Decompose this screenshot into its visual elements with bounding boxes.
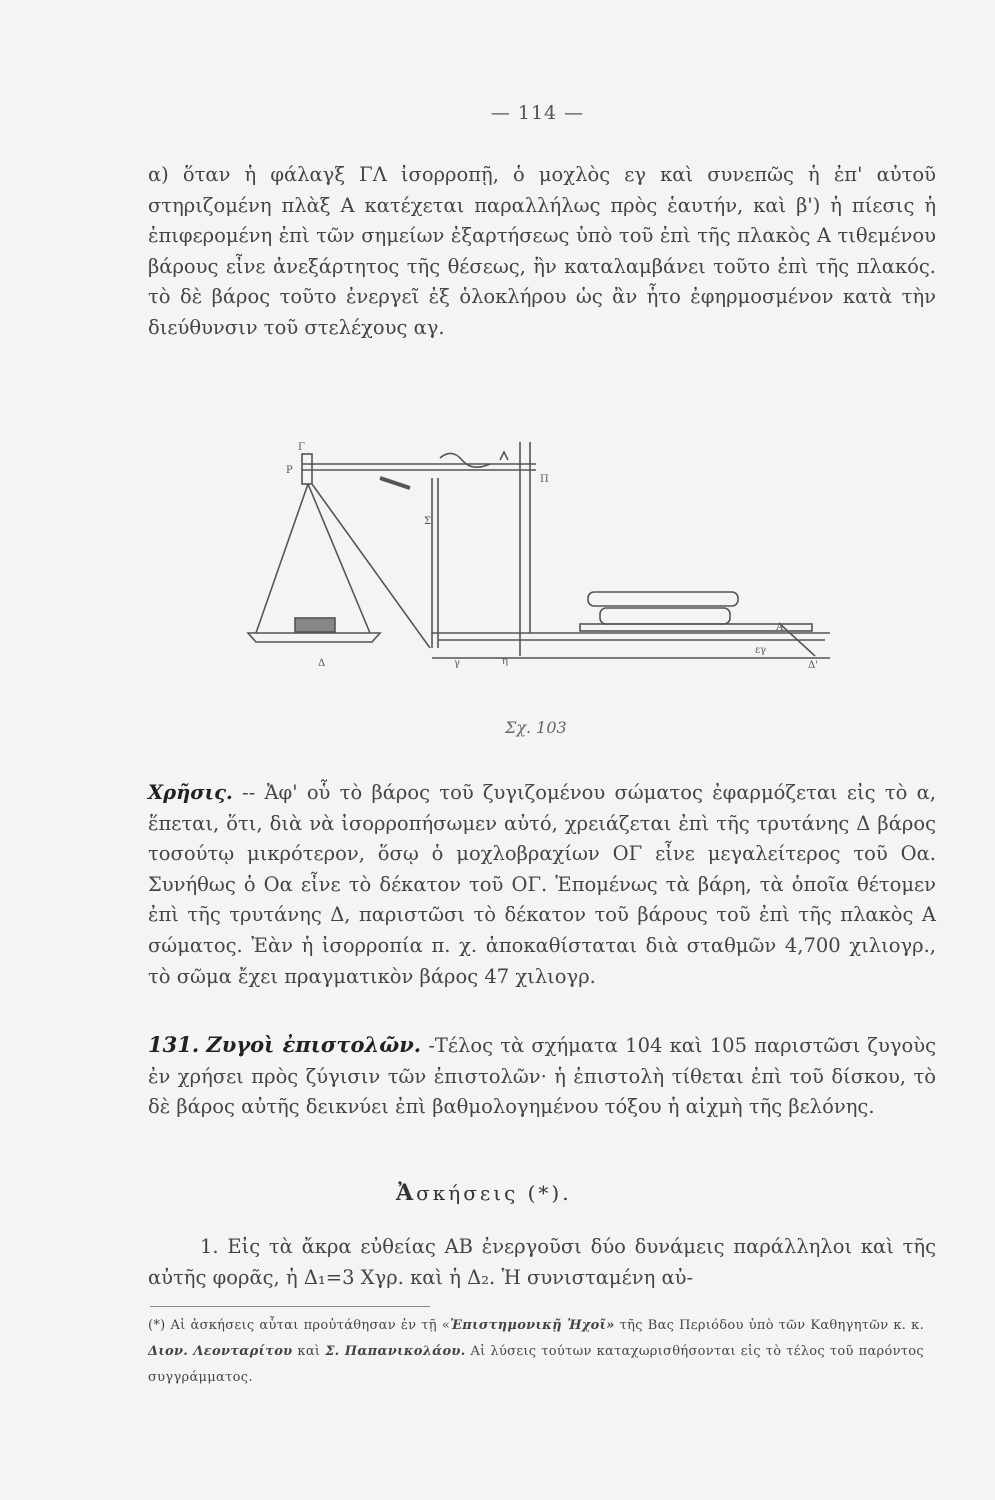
exercises-rest: σκήσεις (*).: [416, 1181, 572, 1205]
label-alpha: Α: [776, 622, 784, 633]
label-delta: Δ: [318, 658, 326, 669]
pan-string: [256, 484, 308, 633]
footnote-and: καὶ: [292, 1344, 326, 1359]
scale-diagram: [240, 428, 840, 678]
usage-text: -- Ἀφ' οὗ τὸ βάρος τοῦ ζυγιζομένου σώματος ἐφαρμόζεται εἰς τὸ α, ἕπεται, ὅτι, διὰ νὰ ἰσορροπήσωμεν αὐτό, χρειάζεται ἐπὶ τῆς τρυτάνης Δ βάρος τοσούτῳ μικρότερον, ὅσῳ ὁ μοχλοβραχίων ΟΓ εἶνε μεγαλείτερος τοῦ Οα. Συνήθως ὁ Οα εἶνε τὸ δέκατον τοῦ ΟΓ. Ἑπομένως τὰ βάρη, τὰ ὁποῖα θέτομεν ἐπὶ τῆς τρυτάνης Δ, παριστῶσι τὸ δέκατον τοῦ βάρους τοῦ ἐπὶ τῆς πλακὸς Α σώματος. Ἐὰν ἡ ἰσορροπία π. χ. ἀποκαθίσταται διὰ σταθμῶν 4,700 χιλιογρ., τὸ σῶμα ἔχει πραγματικὸν βάρος 47 χιλιογρ.: [148, 781, 936, 988]
label-eps-gamma: εγ: [755, 645, 767, 656]
figure-103: [240, 428, 840, 678]
footnote-author2: Σ. Παπανικολάου.: [325, 1344, 466, 1359]
footnote-end: Αἱ λύσεις τούτων καταχωρισθήσονται εἰς τὸ τέλος τοῦ παρόντος συγγράμματος.: [148, 1344, 924, 1385]
platform-load: [588, 592, 738, 606]
weigh-pan: [248, 633, 380, 642]
figure-caption: Σχ. 103: [505, 718, 567, 737]
knife-edge: [500, 452, 508, 460]
footnote-middle: τῆς Βας Περιόδου ὑπὸ τῶν Καθηγητῶν κ. κ.: [614, 1318, 924, 1333]
label-delta-prime: Δ': [808, 660, 818, 671]
paragraph-usage: [148, 778, 936, 992]
label-sigma: Σ: [424, 516, 432, 527]
exercises-first-letter: Ἀ: [396, 1180, 417, 1206]
footnote-prefix: (*) Αἱ ἀσκήσεις αὗται προὐτάθησαν ἐν τῇ «: [148, 1318, 451, 1333]
paragraph-letter-scales: [148, 1030, 936, 1123]
label-gamma: Γ: [298, 442, 305, 453]
adjustment-screw: [380, 478, 410, 488]
paragraph-scale-conditions: α) ὅταν ἡ φάλαγξ ΓΛ ἰσορροπῇ, ὁ μοχλὸς εγ καὶ συνεπῶς ἡ ἐπ' αὐτοῦ στηριζομένη πλὰξ Α κατέχεται παραλλήλως πρὸς ἑαυτήν, καὶ β') ἡ πίεσις ἡ ἐπιφερομένη ἐπὶ τῶν σημείων ἐξαρτήσεως ὑπὸ τοῦ ἐπὶ τῆς πλακὸς Α τιθεμένου βάρους εἶνε ἀνεξάρτητος τῆς θέσεως, ἣν καταλαμβάνει τοῦτο ἐπὶ τῆς πλακός. τὸ δὲ βάρος τοῦτο ἐνεργεῖ ἐξ ὁλοκλήρου ὡς ἂν ἦτο ἐφηρμοσμένον κατὰ τὴν διεύθυνσιν τοῦ στελέχους αγ.: [148, 163, 936, 339]
exercise-1: 1. Εἰς τὰ ἄκρα εὐθείας ΑΒ ἐνεργοῦσι δύο δυνάμεις παράλληλοι καὶ τῆς αὐτῆς φορᾶς, ἡ Δ₁=3 Χγρ. καὶ ἡ Δ₂. Ἡ συνισταμένη αὐ-: [148, 1235, 936, 1289]
pan-string: [308, 484, 370, 633]
section-text: -Τέλος τὰ σχήματα 104 καὶ 105 παριστῶσι ζυγοὺς ἐν χρήσει πρὸς ζύγισιν τῶν ἐπιστολῶν· ἡ ἐπιστολὴ τίθεται ἐπὶ τοῦ δίσκου, τὸ δὲ βάρος αὐτῆς δεικνύει ἐπὶ βαθμολογημένου τόξου ἡ αἰχμὴ τῆς βελόνης.: [148, 1034, 937, 1119]
footnote-rule: [150, 1306, 430, 1307]
label-rho: Ρ: [286, 465, 293, 476]
platform-load: [600, 608, 730, 624]
footnote: [148, 1313, 924, 1391]
label-eta: η: [502, 656, 508, 667]
beam-end-block: [302, 454, 312, 484]
section-number: 131.: [148, 1032, 200, 1057]
page-number: — 114 —: [490, 102, 585, 124]
label-gamma-small: γ: [454, 658, 460, 669]
footnote-journal: Ἐπιστημονικῇ Ἠχοῖ»: [450, 1318, 615, 1333]
footnote-author1: Διον. Λεονταρίτου: [148, 1344, 293, 1359]
beam-pivot-curve: [440, 453, 490, 467]
section-title: Ζυγοὶ ἐπιστολῶν.: [206, 1032, 422, 1057]
exercises-heading: [396, 1180, 572, 1206]
label-pi: Π: [540, 474, 549, 485]
pan-weight: [295, 618, 335, 632]
usage-term: Χρῆσις.: [148, 781, 233, 804]
